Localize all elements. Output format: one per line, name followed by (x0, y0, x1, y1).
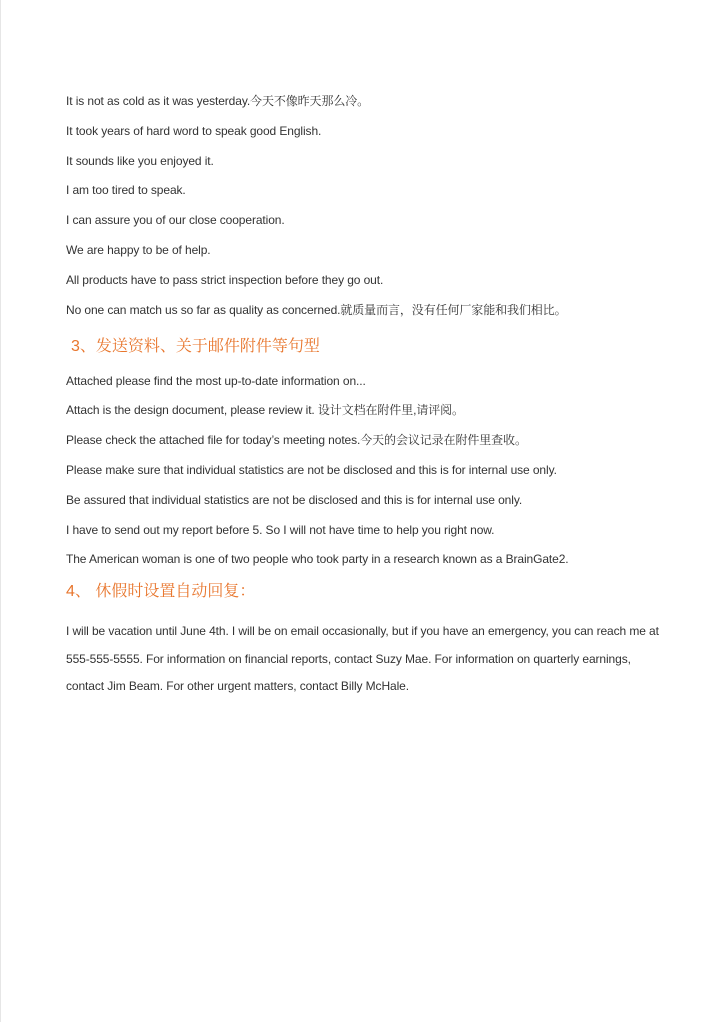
sentence-list-3 (66, 373, 666, 568)
sentence-line: We are happy to be of help. (66, 242, 211, 257)
sentence-line: Please check the attached file for today’s meeting notes.今天的会议记录在附件里查收。 (66, 433, 527, 448)
sentence-line: Please make sure that individual statistics are not be disclosed and this is for internal use only. (66, 462, 557, 477)
sentence-line: Attach is the design document, please review it. 设计文档在附件里,请评阅。 (66, 403, 464, 418)
section-3-heading: 3、发送资料、关于邮件附件等句型 (71, 337, 320, 355)
sentence-line: I have to send out my report before 5. So I will not have time to help you right now. (66, 522, 495, 537)
auto-reply-paragraph: I will be vacation until June 4th. I will be on email occasionally, but if you have an emergency, you can reach me at 555-555-5555. For information on financial reports, contact Suzy Mae. For information on quarterly earnings, contact Jim Beam. For other urgent matters, contact Billy McHale. (66, 624, 659, 694)
sentence-line: It took years of hard word to speak good English. (66, 123, 322, 138)
sentence-line: Attached please find the most up-to-date information on... (66, 373, 366, 388)
sentence-line: I am too tired to speak. (66, 183, 186, 198)
sentence-line: It sounds like you enjoyed it. (66, 153, 214, 168)
document-content (66, 93, 666, 701)
sentence-list-1 (66, 93, 666, 318)
sentence-line: I can assure you of our close cooperation. (66, 213, 285, 228)
section-4-heading: 4、 休假时设置自动回复： (66, 583, 256, 601)
sentence-line: Be assured that individual statistics are not be disclosed and this is for internal use only. (66, 492, 523, 507)
sentence-line: It is not as cold as it was yesterday.今天不像昨天那么冷。 (66, 94, 370, 108)
auto-reply-paragraph-block (66, 618, 666, 701)
sentence-line: All products have to pass strict inspection before they go out. (66, 272, 384, 287)
sentence-line: The American woman is one of two people who took party in a research known as a BrainGate2. (66, 552, 569, 567)
sentence-line: No one can match us so far as quality as concerned.就质量而言，没有任何厂家能和我们相比。 (66, 302, 567, 317)
